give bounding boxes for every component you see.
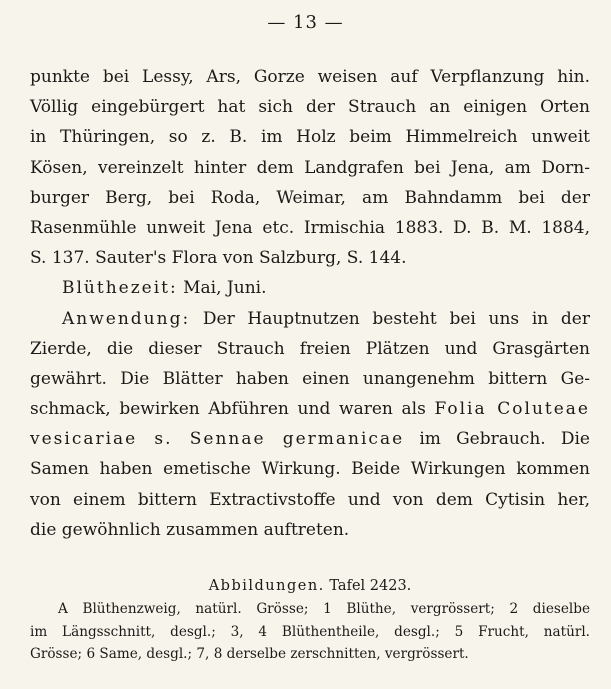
- text-line: von einem bittern Extractivstoffe und von dem Cytisin her,: [30, 489, 590, 510]
- page-number: — 13 —: [267, 12, 344, 33]
- text-line: Rasenmühle unweit Jena etc. Irmischia 1883. D. B. M. 1884,: [30, 217, 590, 238]
- text-line: Völlig eingebürgert hat sich der Strauch an einigen Orten: [30, 97, 590, 118]
- caption-line: im Längsschnitt, desgl.; 3, 4 Blüthentheile, desgl.; 5 Frucht, natürl.: [30, 623, 590, 640]
- text-segment: schmack, bewirken Abführen und waren als: [30, 399, 435, 420]
- text-line: gewährt. Die Blätter haben einen unangenehm bittern Ge-: [30, 368, 590, 389]
- latin-term: Folia Coluteae: [434, 399, 590, 420]
- bluethezeit-label: Blüthezeit:: [62, 278, 178, 299]
- caption-title-plate: Tafel 2423.: [324, 578, 412, 594]
- text-segment: im Gebrauch. Die: [404, 429, 590, 450]
- text-line: [30, 394, 590, 424]
- figure-caption: [30, 574, 590, 666]
- caption-title: [30, 574, 590, 598]
- anwendung-text: Der Hauptnutzen besteht bei uns in der: [190, 308, 590, 329]
- anwendung-label: Anwendung:: [62, 308, 191, 329]
- caption-line: A Blüthenzweig, natürl. Grösse; 1 Blüthe, vergrössert; 2 dieselbe: [58, 601, 590, 617]
- text-line: [30, 424, 590, 454]
- text-line: Kösen, vereinzelt hinter dem Landgrafen bei Jena, am Dorn-: [30, 157, 590, 178]
- bluethezeit-paragraph: [30, 273, 590, 303]
- text-line: S. 137. Sauter's Flora von Salzburg, S. 144.: [30, 248, 407, 269]
- latin-term: vesicariae s. Sennae germanicae: [30, 429, 405, 450]
- text-line: die gewöhnlich zusammen auftreten.: [30, 519, 350, 540]
- anwendung-paragraph: [30, 304, 590, 334]
- text-line: in Thüringen, so z. B. im Holz beim Himmelreich unweit: [30, 127, 590, 148]
- text-line: burger Berg, bei Roda, Weimar, am Bahndamm bei der: [30, 187, 590, 208]
- caption-title-label: Abbildungen.: [208, 578, 325, 594]
- text-line: punkte bei Lessy, Ars, Gorze weisen auf Verpflanzung hin.: [30, 67, 590, 87]
- text-line: Samen haben emetische Wirkung. Beide Wirkungen kommen: [30, 459, 590, 480]
- caption-line: Grösse; 6 Same, desgl.; 7, 8 derselbe zerschnitten, vergrössert.: [30, 646, 469, 662]
- bluethezeit-value: Mai, Juni.: [177, 278, 267, 299]
- text-line: Zierde, die dieser Strauch freien Plätzen und Grasgärten: [30, 338, 590, 359]
- body-text: [30, 62, 590, 545]
